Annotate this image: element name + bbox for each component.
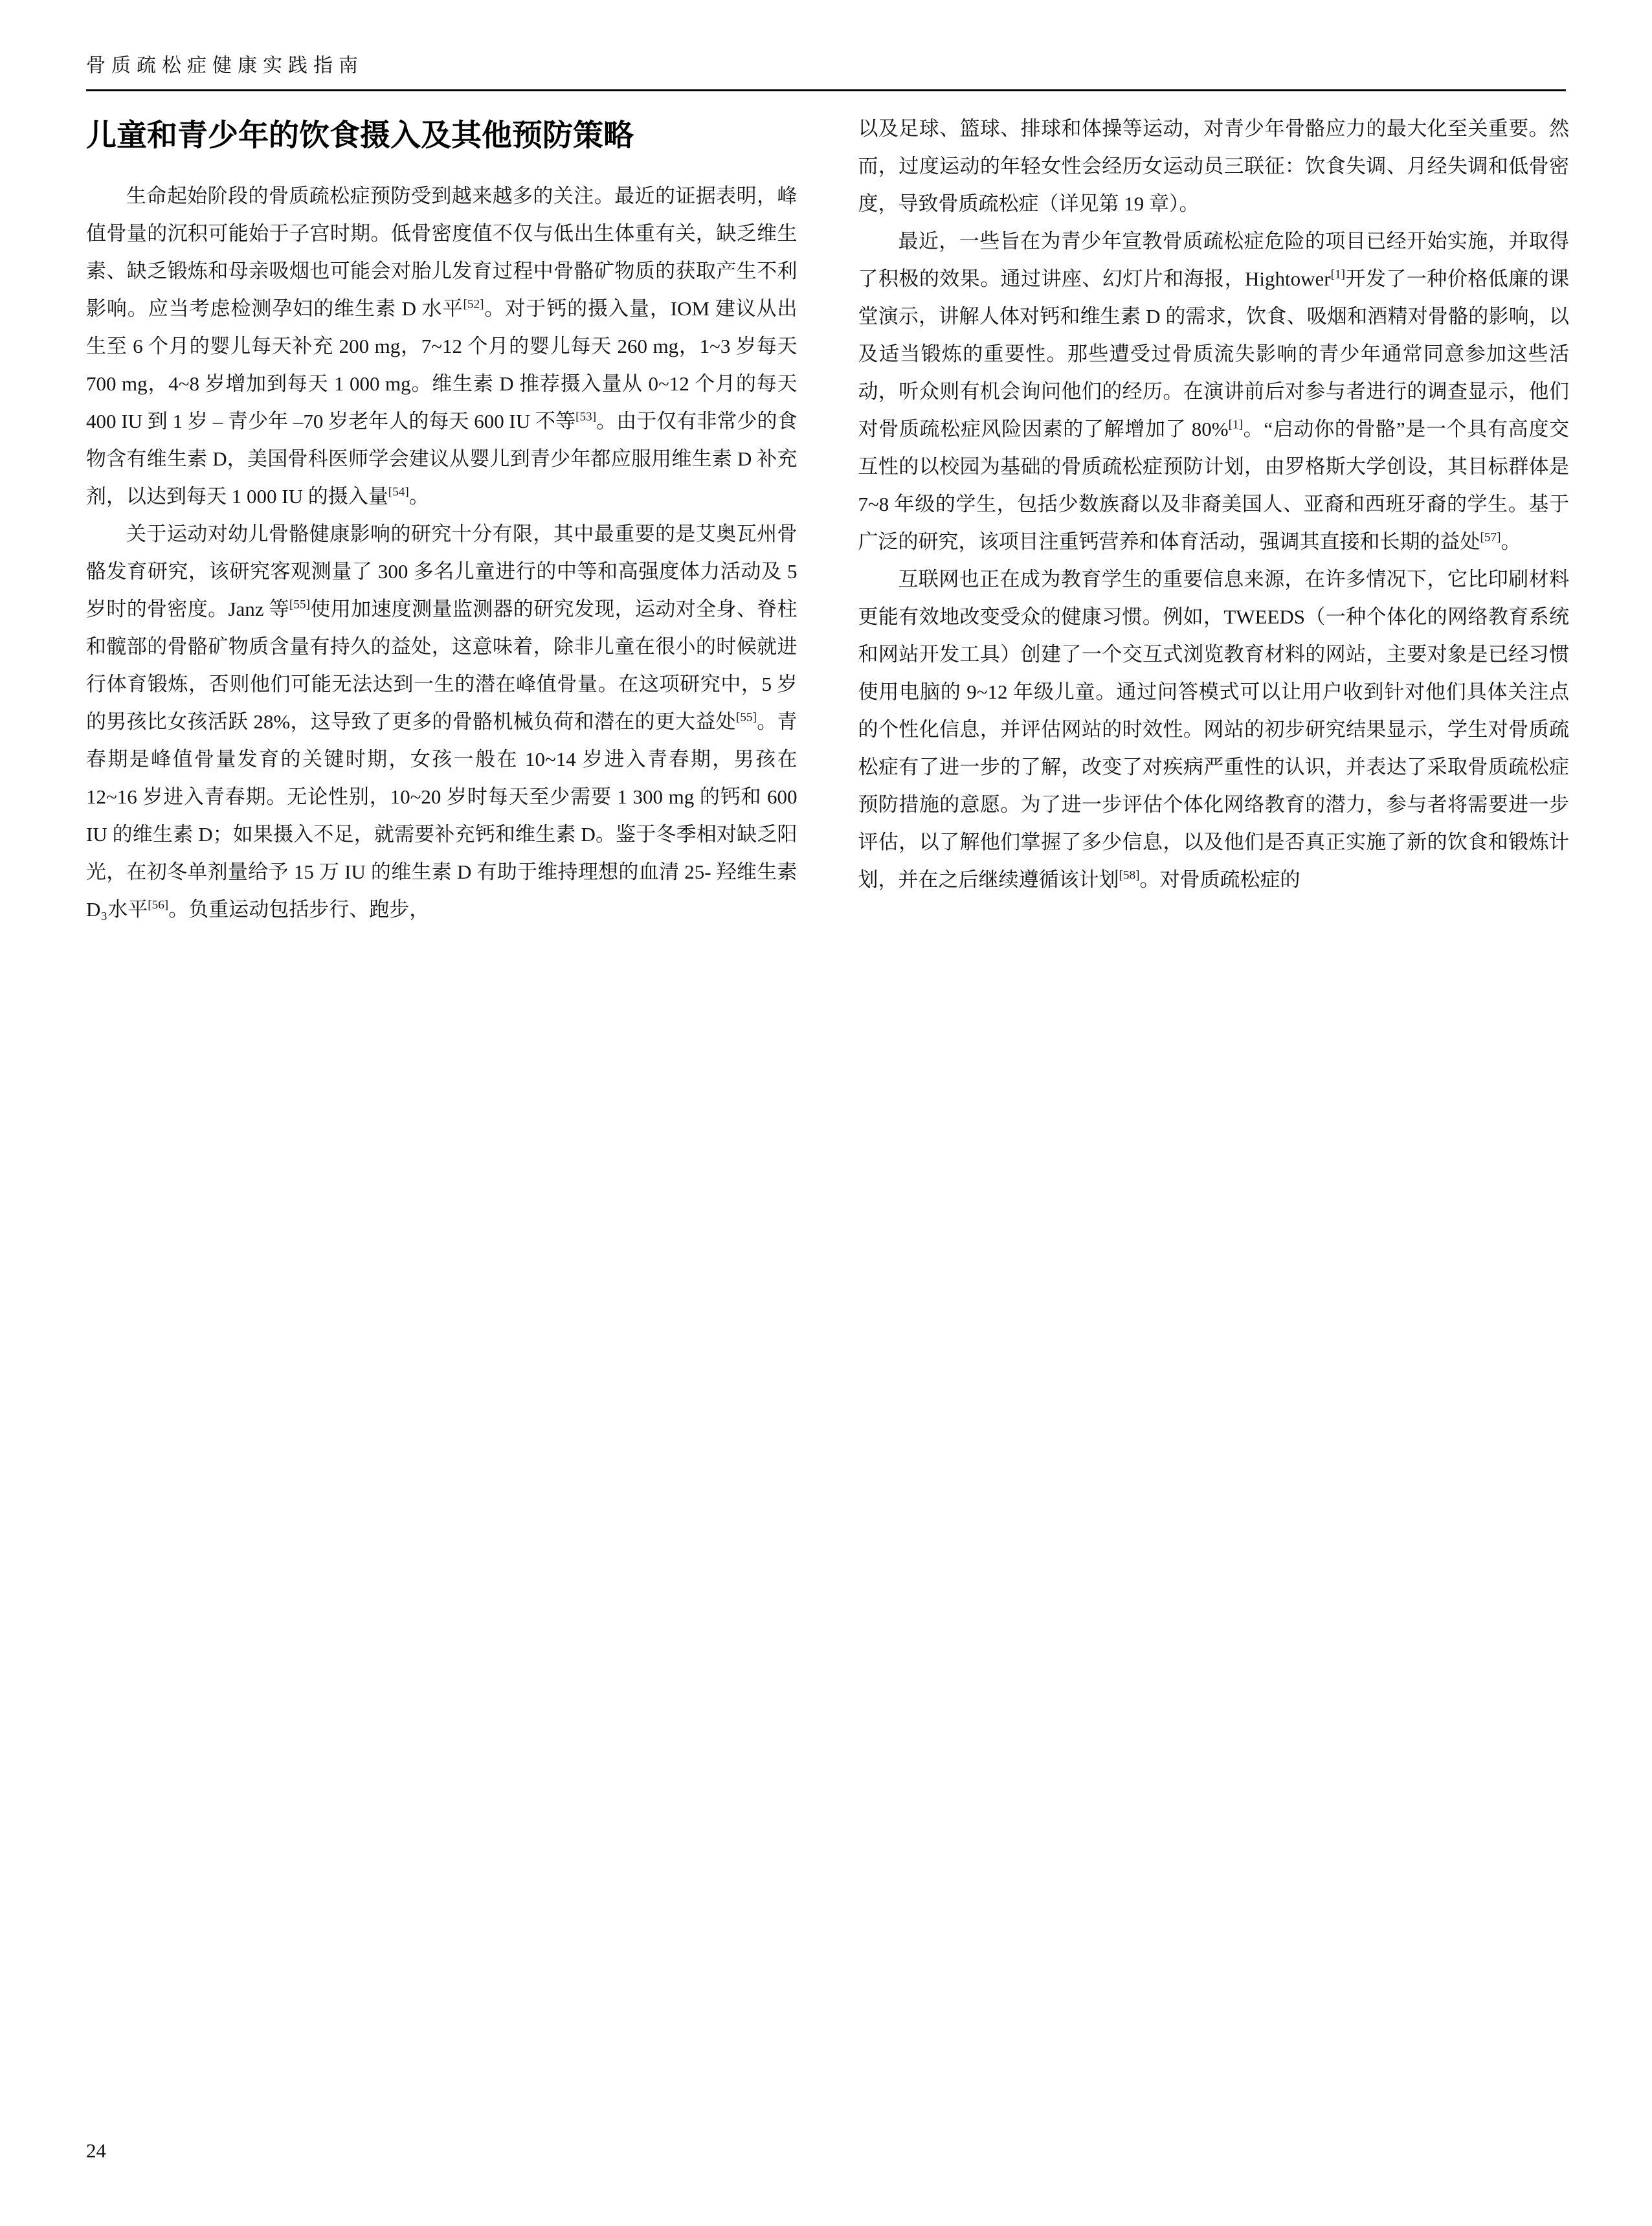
left-column-paragraphs (86, 177, 798, 928)
reference-marker: [57] (1480, 530, 1501, 545)
reference-marker: [54] (388, 485, 409, 499)
right-column (858, 110, 1570, 928)
paragraph: 互联网也正在成为教育学生的重要信息来源，在许多情况下，它比印刷材料更能有效地改变受众的健康习惯。例如，TWEEDS（一种个体化的网络教育系统和网站开发工具）创建了一个交互式浏览教育材料的网站，主要对象是已经习惯使用电脑的 9~12 年级儿童。通过问答模式可以让用户收到针对他们具体关注点的个性化信息，并评估网站的时效性。网站的初步研究结果显示，学生对骨质疏松症有了进一步的了解，改变了对疾病严重性的认识，并表达了采取骨质疏松症预防措施的意愿。为了进一步评估个体化网络教育的潜力，参与者将需要进一步评估，以了解他们掌握了多少信息，以及他们是否真正实施了新的饮食和锻炼计划，并在之后继续遵循该计划[58]。对骨质疏松症的 (858, 568, 1569, 891)
paragraph: 关于运动对幼儿骨骼健康影响的研究十分有限，其中最重要的是艾奥瓦州骨骼发育研究，该研究客观测量了 300 多名儿童进行的中等和高强度体力活动及 5 岁时的骨密度。Janz 等[55]使用加速度测量监测器的研究发现，运动对全身、脊柱和髋部的骨骼矿物质含量有持久的益处，这意味着，除非儿童在很小的时候就进行体育锻炼，否则他们可能无法达到一生的潜在峰值骨量。在这项研究中，5 岁的男孩比女孩活跃 28%，这导致了更多的骨骼机械负荷和潜在的更大益处[55]。青春期是峰值骨量发育的关键时期，女孩一般在 10~14 岁进入青春期，男孩在 12~16 岁进入青春期。无论性别，10~20 岁时每天至少需要 1 300 mg 的钙和 600 IU 的维生素 D；如果摄入不足，就需要补充钙和维生素 D。鉴于冬季相对缺乏阳光，在初冬单剂量给予 15 万 IU 的维生素 D 有助于维持理想的血清 25- 羟维生素 D₃水平[56]。负重运动包括步行、跑步， (86, 523, 798, 921)
reference-marker: [1] (1330, 267, 1346, 282)
page-number: 24 (86, 2139, 106, 2162)
reference-marker: [55] (735, 710, 757, 725)
page-content (86, 110, 1569, 928)
paragraph: 生命起始阶段的骨质疏松症预防受到越来越多的关注。最近的证据表明，峰值骨量的沉积可能始于子宫时期。低骨密度值不仅与低出生体重有关，缺乏维生素、缺乏锻炼和母亲吸烟也可能会对胎儿发育过程中骨骼矿物质的获取产生不利影响。应当考虑检测孕妇的维生素 D 水平[52]。对于钙的摄入量，IOM 建议从出生至 6 个月的婴儿每天补充 200 mg，7~12 个月的婴儿每天 260 mg，1~3 岁每天 700 mg，4~8 岁增加到每天 1 000 mg。维生素 D 推荐摄入量从 0~12 个月的每天 400 IU 到 1 岁 – 青少年 –70 岁老年人的每天 600 IU 不等[53]。由于仅有非常少的食物含有维生素 D，美国骨科医师学会建议从婴儿到青少年都应服用维生素 D 补充剂，以达到每天 1 000 IU 的摄入量[54]。 (86, 185, 798, 508)
running-header-text: 骨质疏松症健康实践指南 (86, 55, 364, 76)
article-title: 儿童和青少年的饮食摄入及其他预防策略 (86, 118, 634, 152)
reference-marker: [52] (463, 297, 484, 311)
reference-marker: [56] (148, 898, 169, 912)
paragraph: 最近，一些旨在为青少年宣教骨质疏松症危险的项目已经开始实施，并取得了积极的效果。通过讲座、幻灯片和海报，Hightower[1]开发了一种价格低廉的课堂演示，讲解人体对钙和维生素 D 的需求，饮食、吸烟和酒精对骨骼的影响，以及适当锻炼的重要性。那些遭受过骨质流失影响的青少年通常同意参加这些活动，听众则有机会询问他们的经历。在演讲前后对参与者进行的调查显示，他们对骨质疏松症风险因素的了解增加了 80%[1]。“启动你的骨骼”是一个具有高度交互性的以校园为基础的骨质疏松症预防计划，由罗格斯大学创设，其目标群体是 7~8 年级的学生，包括少数族裔以及非裔美国人、亚裔和西班牙裔的学生。基于广泛的研究，该项目注重钙营养和体育活动，强调其直接和长期的益处[57]。 (858, 230, 1569, 553)
paragraph: 以及足球、篮球、排球和体操等运动，对青少年骨骼应力的最大化至关重要。然而，过度运动的年轻女性会经历女运动员三联征：饮食失调、月经失调和低骨密度，导致骨质疏松症（详见第 19 章）。 (858, 117, 1569, 215)
running-header (86, 49, 1566, 91)
reference-marker: [1] (1228, 418, 1243, 432)
reference-marker: [58] (1119, 868, 1140, 883)
reference-marker: [53] (575, 410, 597, 424)
right-column-paragraphs (858, 110, 1570, 899)
reference-marker: [55] (289, 598, 311, 612)
left-column (86, 110, 798, 928)
